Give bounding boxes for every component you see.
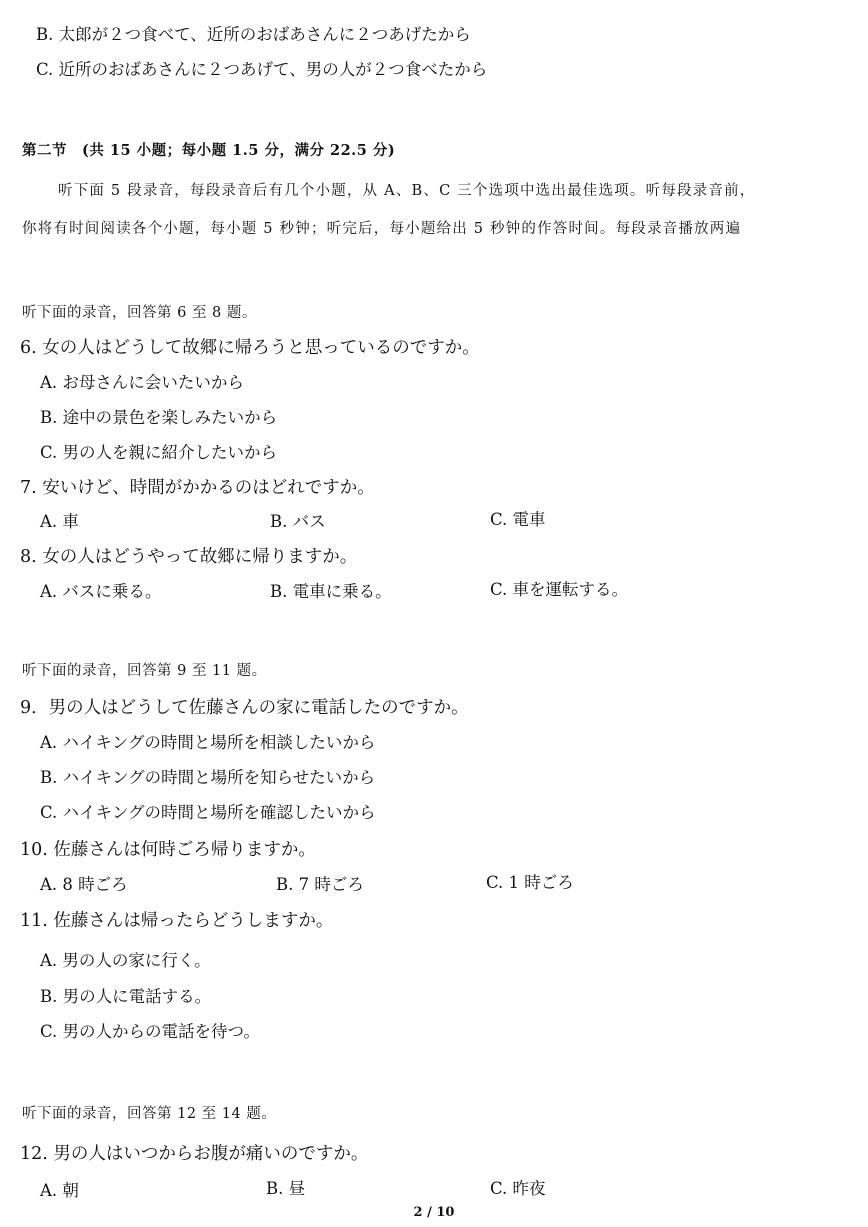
q12-option-c: C. 昨夜 [490,1179,546,1198]
group-heading-6-8: 听下面的录音，回答第 6 至 8 题。 [22,305,257,321]
q10-option-a: A. 8 時ごろ [40,875,128,894]
q11-option-a: A. 男の人の家に行く。 [40,951,211,970]
question-8: 8. 女の人はどうやって故郷に帰りますか。 [20,547,358,567]
prev-option-b: B. 太郎が２つ食べて、近所のおばあさんに２つあげたから [36,25,471,44]
q11-option-c: C. 男の人からの電話を待つ。 [40,1022,260,1041]
question-6: 6. 女の人はどうして故郷に帰ろうと思っているのですか。 [20,338,480,358]
question-11: 11. 佐藤さんは帰ったらどうしますか。 [20,911,334,931]
q7-option-b: B. バス [270,512,326,531]
q6-option-a: A. お母さんに会いたいから [40,373,244,392]
q8-option-c: C. 車を運転する。 [490,580,629,599]
q12-option-a: A. 朝 [40,1181,79,1200]
q6-option-c: C. 男の人を親に紹介したいから [40,443,278,462]
q9-option-c: C. ハイキングの時間と場所を確認したいから [40,803,376,822]
q9-option-a: A. ハイキングの時間と場所を相談したいから [40,733,376,752]
section-instruction-line2: 你将有时间阅读各个小题，每小题 5 秒钟；听完后，每小题给出 5 秒钟的作答时间。每段录音播放两遍 [22,221,742,237]
q7-option-c: C. 電車 [490,510,546,529]
q10-option-c: C. 1 時ごろ [486,873,574,892]
q8-option-a: A. バスに乗る。 [40,582,162,601]
q6-option-b: B. 途中の景色を楽しみたいから [40,408,278,427]
q9-option-b: B. ハイキングの時間と場所を知らせたいから [40,768,376,787]
group-heading-9-11: 听下面的录音，回答第 9 至 11 题。 [22,663,267,679]
q12-option-b: B. 昼 [266,1179,306,1198]
page-number: 2 / 10 [413,1205,455,1220]
group-heading-12-14: 听下面的录音，回答第 12 至 14 题。 [22,1106,277,1122]
q8-option-b: B. 電車に乗る。 [270,582,392,601]
section-header: 第二节 (共 15 小题；每小题 1.5 分，满分 22.5 分) [22,142,396,159]
question-9: 9．男の人はどうして佐藤さんの家に電話したのですか。 [20,698,469,718]
prev-option-c: C. 近所のおばあさんに２つあげて、男の人が２つ食べたから [36,60,488,79]
question-10: 10. 佐藤さんは何時ごろ帰りますか。 [20,840,316,860]
question-7: 7. 安いけど、時間がかかるのはどれですか。 [20,478,375,498]
question-12: 12. 男の人はいつからお腹が痛いのですか。 [20,1144,369,1164]
q11-option-b: B. 男の人に電話する。 [40,987,212,1006]
section-instruction-line1: 听下面 5 段录音，每段录音后有几个小题，从 A、B、C 三个选项中选出最佳选项。听每段录音前， [58,183,756,199]
q10-option-b: B. 7 時ごろ [276,875,364,894]
q7-option-a: A. 車 [40,512,79,531]
